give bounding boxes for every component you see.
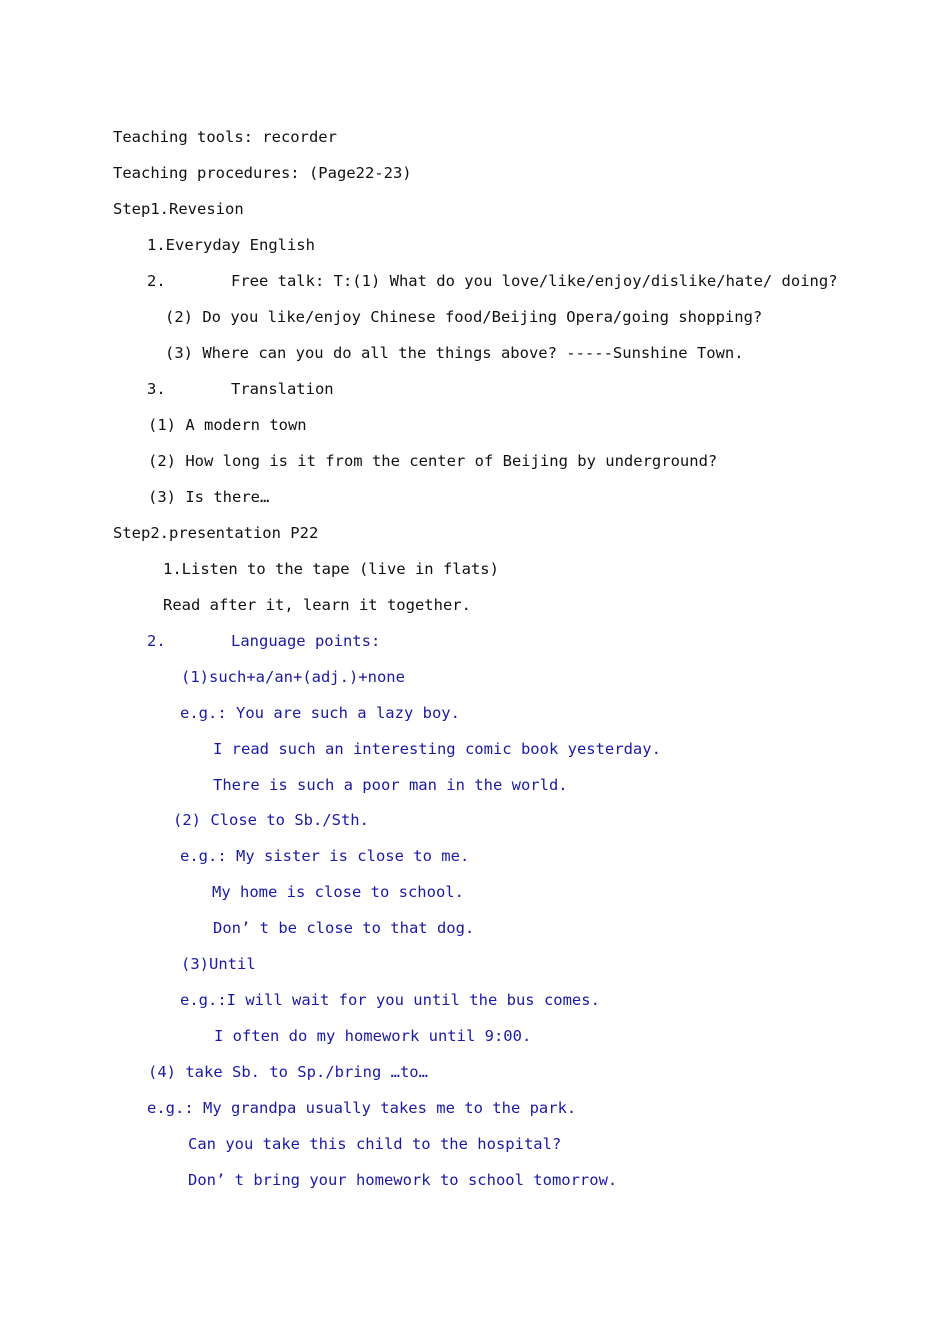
list-item: (3)Until (181, 955, 256, 973)
list-item: (2) How long is it from the center of Beijing by underground? (148, 452, 718, 470)
text-line-teaching-tools: Teaching tools: recorder (113, 128, 337, 146)
list-item: (1)such+a/an+(adj.)+none (181, 668, 405, 686)
list-item: 1.Everyday English (147, 236, 315, 254)
text-line-teaching-procedures: Teaching procedures: (Page22-23) (113, 164, 412, 182)
heading-step2: Step2.presentation P22 (113, 524, 319, 542)
list-item: 1.Listen to the tape (live in flats) (163, 560, 499, 578)
heading-step1: Step1.Revesion (113, 200, 244, 218)
example-line: e.g.: My sister is close to me. (180, 847, 470, 865)
list-item: 3. Translation (147, 380, 334, 398)
list-item: 2. Free talk: T:(1) What do you love/like/enjoy/dislike/hate/ doing? (147, 272, 838, 290)
list-item: (1) A modern town (148, 416, 307, 434)
example-line: Can you take this child to the hospital? (188, 1135, 562, 1153)
list-item: (4) take Sb. to Sp./bring …to… (148, 1063, 428, 1081)
text-line: Read after it, learn it together. (163, 596, 471, 614)
example-line: e.g.: You are such a lazy boy. (180, 704, 460, 722)
example-line: e.g.:I will wait for you until the bus comes. (180, 991, 600, 1009)
example-line: I read such an interesting comic book yesterday. (213, 740, 661, 758)
example-line: Don’ t bring your homework to school tomorrow. (188, 1171, 618, 1189)
example-line: e.g.: My grandpa usually takes me to the park. (147, 1099, 577, 1117)
list-item: 2. Language points: (147, 632, 381, 650)
list-item: (2) Close to Sb./Sth. (173, 811, 369, 829)
example-line: There is such a poor man in the world. (213, 776, 568, 794)
example-line: Don’ t be close to that dog. (213, 919, 475, 937)
list-item: (3) Is there… (148, 488, 270, 506)
list-item: (2) Do you like/enjoy Chinese food/Beijing Opera/going shopping? (165, 308, 763, 326)
example-line: I often do my homework until 9:00. (214, 1027, 532, 1045)
list-item: (3) Where can you do all the things above? -----Sunshine Town. (165, 344, 744, 362)
example-line: My home is close to school. (212, 883, 464, 901)
